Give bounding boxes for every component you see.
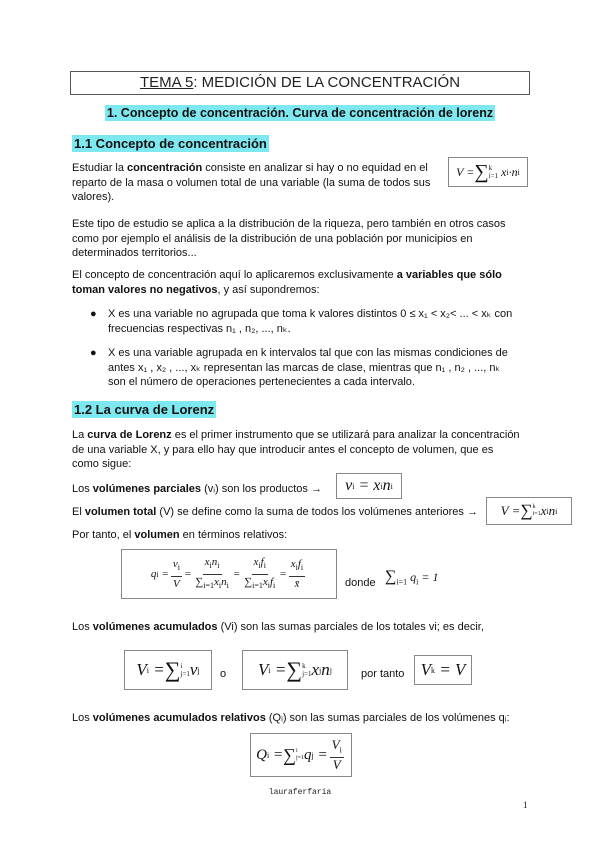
p1-a: Estudiar la	[72, 162, 128, 174]
paragraph-concentration-def	[72, 161, 440, 205]
footer-author: lauraferfaria	[268, 788, 332, 797]
paragraph-accumulated-relative	[72, 711, 520, 726]
formula-relative-volume: q i = $\frac{v_i}{V}$ = $\frac{x_in_i}{\sum_{i=1}x_in_i}$ = $\frac{x_if_i}{\sum_{i=1}x_if_i}$ = $\frac{x_if_i}{x̄}$	[121, 549, 337, 599]
paragraph-relative-volume	[72, 528, 520, 543]
lorenz-c: es el primer instrumento que se utilizará para analizar la concentración de una variable X, y para ello hay que introducir antes el concepto de volumen, que es como sigue:	[72, 429, 520, 470]
accrel-c: (Qᵢ) son las sumas parciales de los volúmenes qᵢ:	[265, 712, 510, 724]
section-1-1-heading-text: 1.1 Concepto de concentración	[74, 136, 267, 151]
acc-c: (Vi) son las sumas parciales de los totales vi; es decir,	[217, 621, 484, 633]
vp-b: volúmenes parciales	[92, 483, 202, 495]
paragraph-partial-volumes	[72, 482, 342, 497]
section-1-2-heading-text: 1.2 La curva de Lorenz	[74, 402, 215, 417]
section-1-heading-text: 1. Concepto de concentración. Curva de concentración de lorenz	[106, 106, 494, 120]
label-donde: donde	[345, 577, 376, 589]
bullet-marker-2: ●	[90, 347, 97, 359]
section-1-1-heading	[72, 136, 269, 151]
section-1-2-heading	[72, 402, 216, 417]
rel-a: Por tanto, el	[72, 529, 135, 541]
page-number: 1	[523, 800, 528, 810]
vp-c: (vᵢ) son los productos →	[201, 483, 322, 495]
accrel-b: volúmenes acumulados relativos	[92, 712, 266, 724]
vp-a: Los	[72, 483, 93, 495]
bullet-ungrouped: X es una variable no agrupada que toma k valores distintos 0 ≤ x₁ < x₂< ... < xₖ con frecuencias respectivas n₁ , n₂, ..., nₖ.	[108, 308, 513, 335]
bullet-marker-1: ●	[90, 308, 97, 320]
p3-c: , y así supondremos:	[217, 283, 320, 296]
formula-accumulated-v: V i = ∑ i j=1 v j	[124, 650, 212, 690]
lorenz-a: La	[72, 429, 88, 441]
p3-b: a variables que sólo toman valores no negativos	[72, 269, 502, 296]
paragraph-accumulated	[72, 620, 520, 635]
paragraph-application: Este tipo de estudio se aplica a la distribución de la riqueza, pero también en otros casos como por ejemplo el análisis de la distribución de una población por municipios en determinados territorios...	[72, 218, 506, 259]
formula-sum-q: $\sum_{i=1}$ $q_i = 1$	[385, 568, 439, 587]
accrel-a: Los	[72, 712, 93, 724]
formula-partial-volume: v i = x i n i	[336, 473, 402, 499]
acc-b: volúmenes acumulados	[92, 621, 218, 633]
vt-a: El	[72, 506, 85, 518]
label-o: o	[220, 668, 227, 680]
formula-total-volume: V = ∑ k i=1 x i n i	[486, 497, 572, 525]
title-rest: : MEDICIÓN DE LA CONCENTRACIÓN	[193, 74, 461, 91]
formula-accumulated-xn: V i = ∑ k j=1 x j n j	[242, 650, 348, 690]
label-por-tanto: por tanto	[361, 668, 405, 680]
p3-a: El concepto de concentración aquí lo aplicaremos exclusivamente	[72, 269, 397, 281]
bullet-grouped: X es una variable agrupada en k intervalos tal que con las mismas condiciones de antes x₁ , x₂ , ..., xₖ representan las marcas de clase, mientras que n₁ , n₂ , ..., nₖ son el número de operaciones pertenecientes a cada intervalo.	[108, 347, 508, 388]
title-tema: TEMA 5	[139, 74, 194, 91]
formula-vk-equals-v: V k = V	[414, 655, 472, 685]
vt-b: volumen total	[84, 506, 157, 518]
rel-c: en términos relativos:	[179, 529, 288, 541]
lorenz-b: curva de Lorenz	[87, 429, 172, 441]
formula-accumulated-relative: Q i = ∑ i j=1 q j = $\frac{V_i}{V}$	[250, 733, 352, 777]
paragraph-total-volume	[72, 505, 482, 520]
paragraph-lorenz	[72, 428, 520, 472]
vt-c: (V) se define como la suma de todos los volúmenes anteriores →	[156, 506, 478, 518]
section-1-heading	[0, 106, 600, 120]
paragraph-nonnegative	[72, 268, 520, 297]
rel-b: volumen	[134, 529, 180, 541]
p1-c: consiste en analizar si hay o no equidad en el reparto de la masa o volumen total de una variable (la suma de todos sus valores).	[72, 162, 431, 203]
acc-a: Los	[72, 621, 93, 633]
document-title	[70, 71, 530, 95]
formula-volume-total: V = ∑ k i=1 x i ·n i	[448, 157, 528, 187]
p1-b: concentración	[127, 162, 203, 174]
